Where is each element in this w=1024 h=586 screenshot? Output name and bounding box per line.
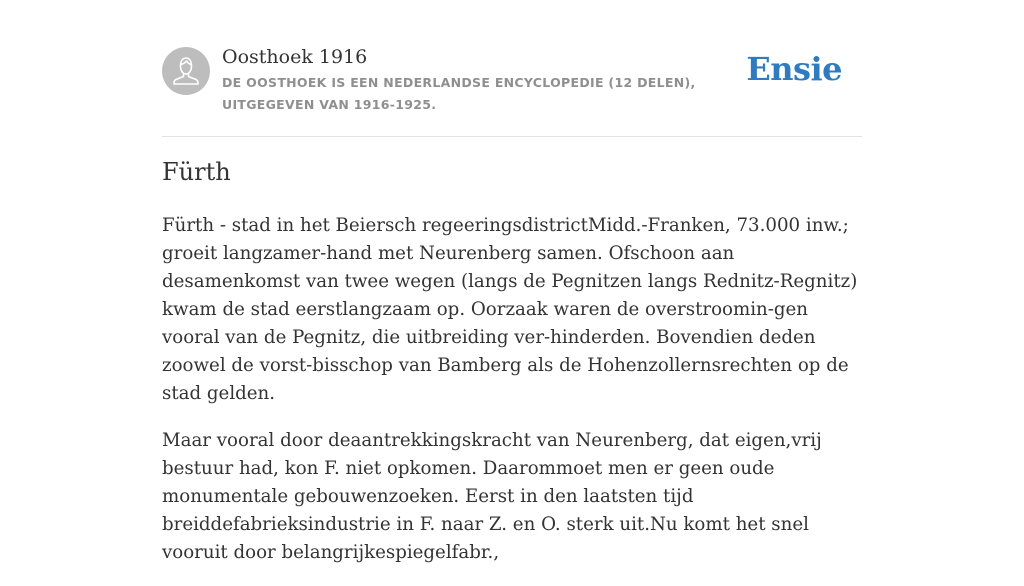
article-paragraph: Fürth - stad in het Beiersch regeeringsdistrictMidd.-Franken, 73.000 inw.; groeit langzamer-hand met Neurenberg samen. Ofschoon aan desamenkomst van twee wegen (langs de Pegnitzen langs Rednitz-Regnitz) kwam de stad eerstlangzaam op. Oorzaak waren de overstroomin-gen vooral van de Pegnitz, die uitbreiding ver-hinderden. Bovendien deden zoowel de vorst-bisschop van Bamberg als de Hohenzollernsrechten op de stad gelden. — [162, 215, 858, 404]
article-title: Fürth — [162, 158, 231, 186]
source-header — [162, 44, 862, 137]
user-icon — [162, 47, 210, 95]
source-avatar[interactable] — [162, 47, 210, 95]
article-body — [162, 212, 862, 586]
ensie-logo[interactable]: Ensie — [746, 50, 842, 88]
source-title[interactable]: Oosthoek 1916 — [222, 46, 368, 68]
article-paragraph: Maar vooral door deaantrekkingskracht van Neurenberg, dat eigen,vrij bestuur had, kon F. niet opkomen. Daarommoet men er geen oude monumentale gebouwenzoeken. Eerst in den laatsten tijd breiddefabrieksindustrie in F. naar Z. en O. sterk uit.Nu komt het snel vooruit door belangrijkespiegelfabr., — [162, 430, 822, 563]
source-description: DE OOSTHOEK IS EEN NEDERLANDSE ENCYCLOPEDIE (12 DELEN), UITGEGEVEN VAN 1916-1925. — [222, 75, 696, 112]
